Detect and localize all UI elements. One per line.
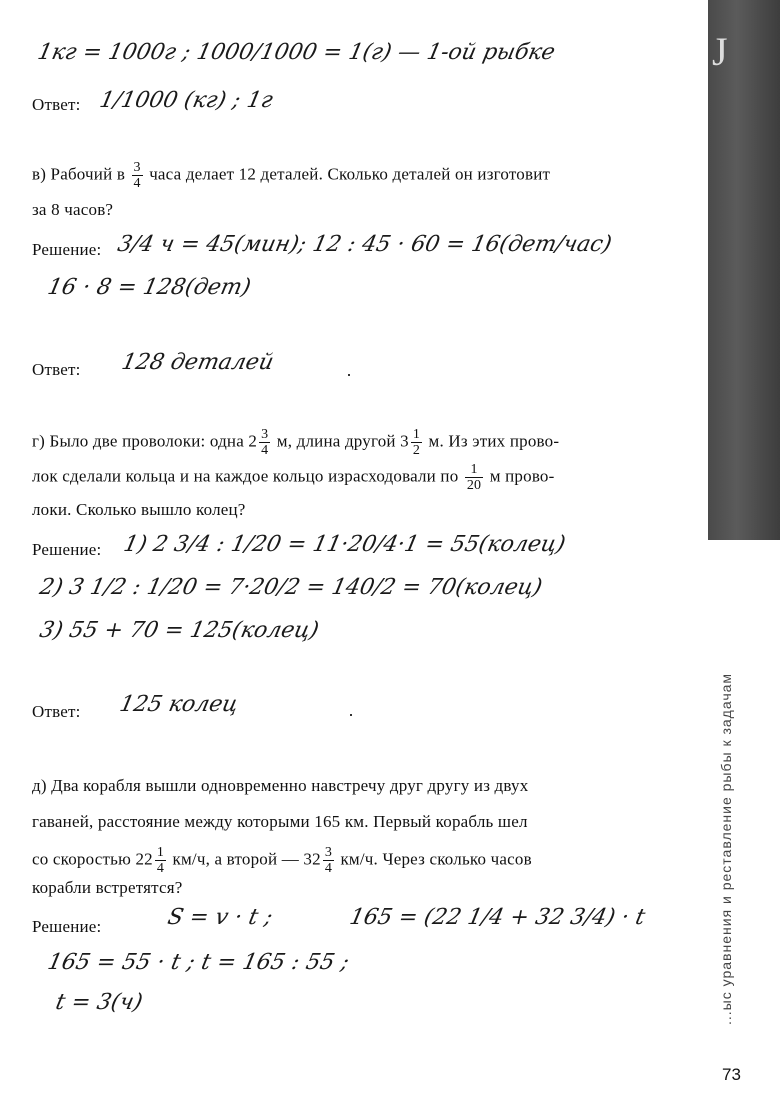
frac-num: 1 [412,427,421,442]
page-number: 73 [722,1065,741,1084]
fraction-1-2 [411,427,422,458]
problem-g-text-d: лок сделали кольца и на каждое кольцо израсходовали по [32,466,459,486]
problem-g-answer-label: Ответ: [32,702,81,721]
problem-v-hand1: 3/4 ч = 45(мин); 12 : 45 · 60 = 16(дет/час) [115,232,614,257]
problem-g-line2 [32,462,555,493]
problem-d-line3 [32,845,532,876]
frac-num: 3 [324,845,333,860]
problem-g-line3: локи. Сколько вышло колец? [32,500,246,519]
problem-g-text-c: м. Из этих прово- [428,431,560,451]
problem-d-hand3: t = 3(ч) [53,990,145,1015]
problem-d-hand1: S = v · t ; [165,905,275,930]
sidebar-vertical-text: ...ыс уравнения и реставление рыбы к задачам [718,672,734,1025]
problem-d-text-a: со скоростью 22 [32,849,153,869]
problem-d-text-b: км/ч, а второй — [172,849,299,869]
stray-dot [348,374,350,376]
frac-den: 4 [324,861,333,876]
stray-dot [350,714,352,716]
problem-g-text-e: м прово- [489,466,555,486]
problem-v-answer-label: Ответ: [32,360,81,379]
problem-g-solution-label: Решение: [32,540,102,559]
problem-v-solution-label: Решение: [32,240,102,259]
frac-num: 1 [156,845,165,860]
problem-g-line1 [32,427,559,458]
top-handwriting: 1кг = 1000г ; 1000/1000 = 1(г) — 1-ой рыбке [35,40,558,65]
frac-num: 3 [133,160,141,175]
frac-den: 4 [156,861,165,876]
fraction-1-20 [465,462,483,493]
frac-den: 4 [133,176,141,191]
problem-d-line2: гаваней, расстояние между которыми 165 км. Первый корабль шел [32,812,528,831]
problem-v-hand2: 16 · 8 = 128(дет) [45,275,254,300]
problem-v-answer-hand: 128 деталей [119,350,276,375]
problem-g-hand1: 1) 2 3/4 : 1/20 = 11·20/4·1 = 55(колец) [121,532,568,557]
problem-d-hand2: 165 = 55 · t ; t = 165 : 55 ; [45,950,352,975]
fraction-1-4 [155,845,166,876]
problem-d-text-d: км/ч. Через сколько часов [340,849,532,869]
problem-g-text-a: г) Было две проволоки: одна 2 [32,431,258,451]
problem-v-text-a: в) Рабочий в [32,164,126,184]
problem-d-hand1b: 165 = (22 1/4 + 32 3/4) · t [347,905,648,930]
problem-g-text-b: м, длина другой 3 [276,431,409,451]
frac-den: 2 [412,443,421,458]
problem-g-hand2: 2) 3 1/2 : 1/20 = 7·20/2 = 140/2 = 70(колец) [37,575,545,600]
frac-num: 3 [261,427,269,442]
frac-den: 20 [466,478,482,493]
problem-v-line1 [32,160,550,191]
problem-d-line4: корабли встретятся? [32,878,183,897]
fraction-3-4 [132,160,143,191]
tab-letter: J [712,29,728,74]
problem-d-text-c: 32 [303,849,321,869]
problem-g-hand3: 3) 55 + 70 = 125(колец) [37,618,321,643]
problem-v-text-b: часа делает 12 деталей. Сколько деталей он изготовит [149,164,551,184]
frac-den: 4 [261,443,269,458]
top-answer-label: Ответ: [32,95,81,114]
frac-num: 1 [465,462,483,478]
problem-v-line2: за 8 часов? [32,200,114,219]
top-answer-hand: 1/1000 (кг) ; 1г [97,88,275,113]
problem-g-answer-hand: 125 колец [117,692,241,717]
problem-d-line1: д) Два корабля вышли одновременно навстречу друг другу из двух [32,776,529,795]
problem-d-solution-label: Решение: [32,917,102,936]
fraction-3-4 [259,427,270,458]
fraction-3-4 [323,845,334,876]
